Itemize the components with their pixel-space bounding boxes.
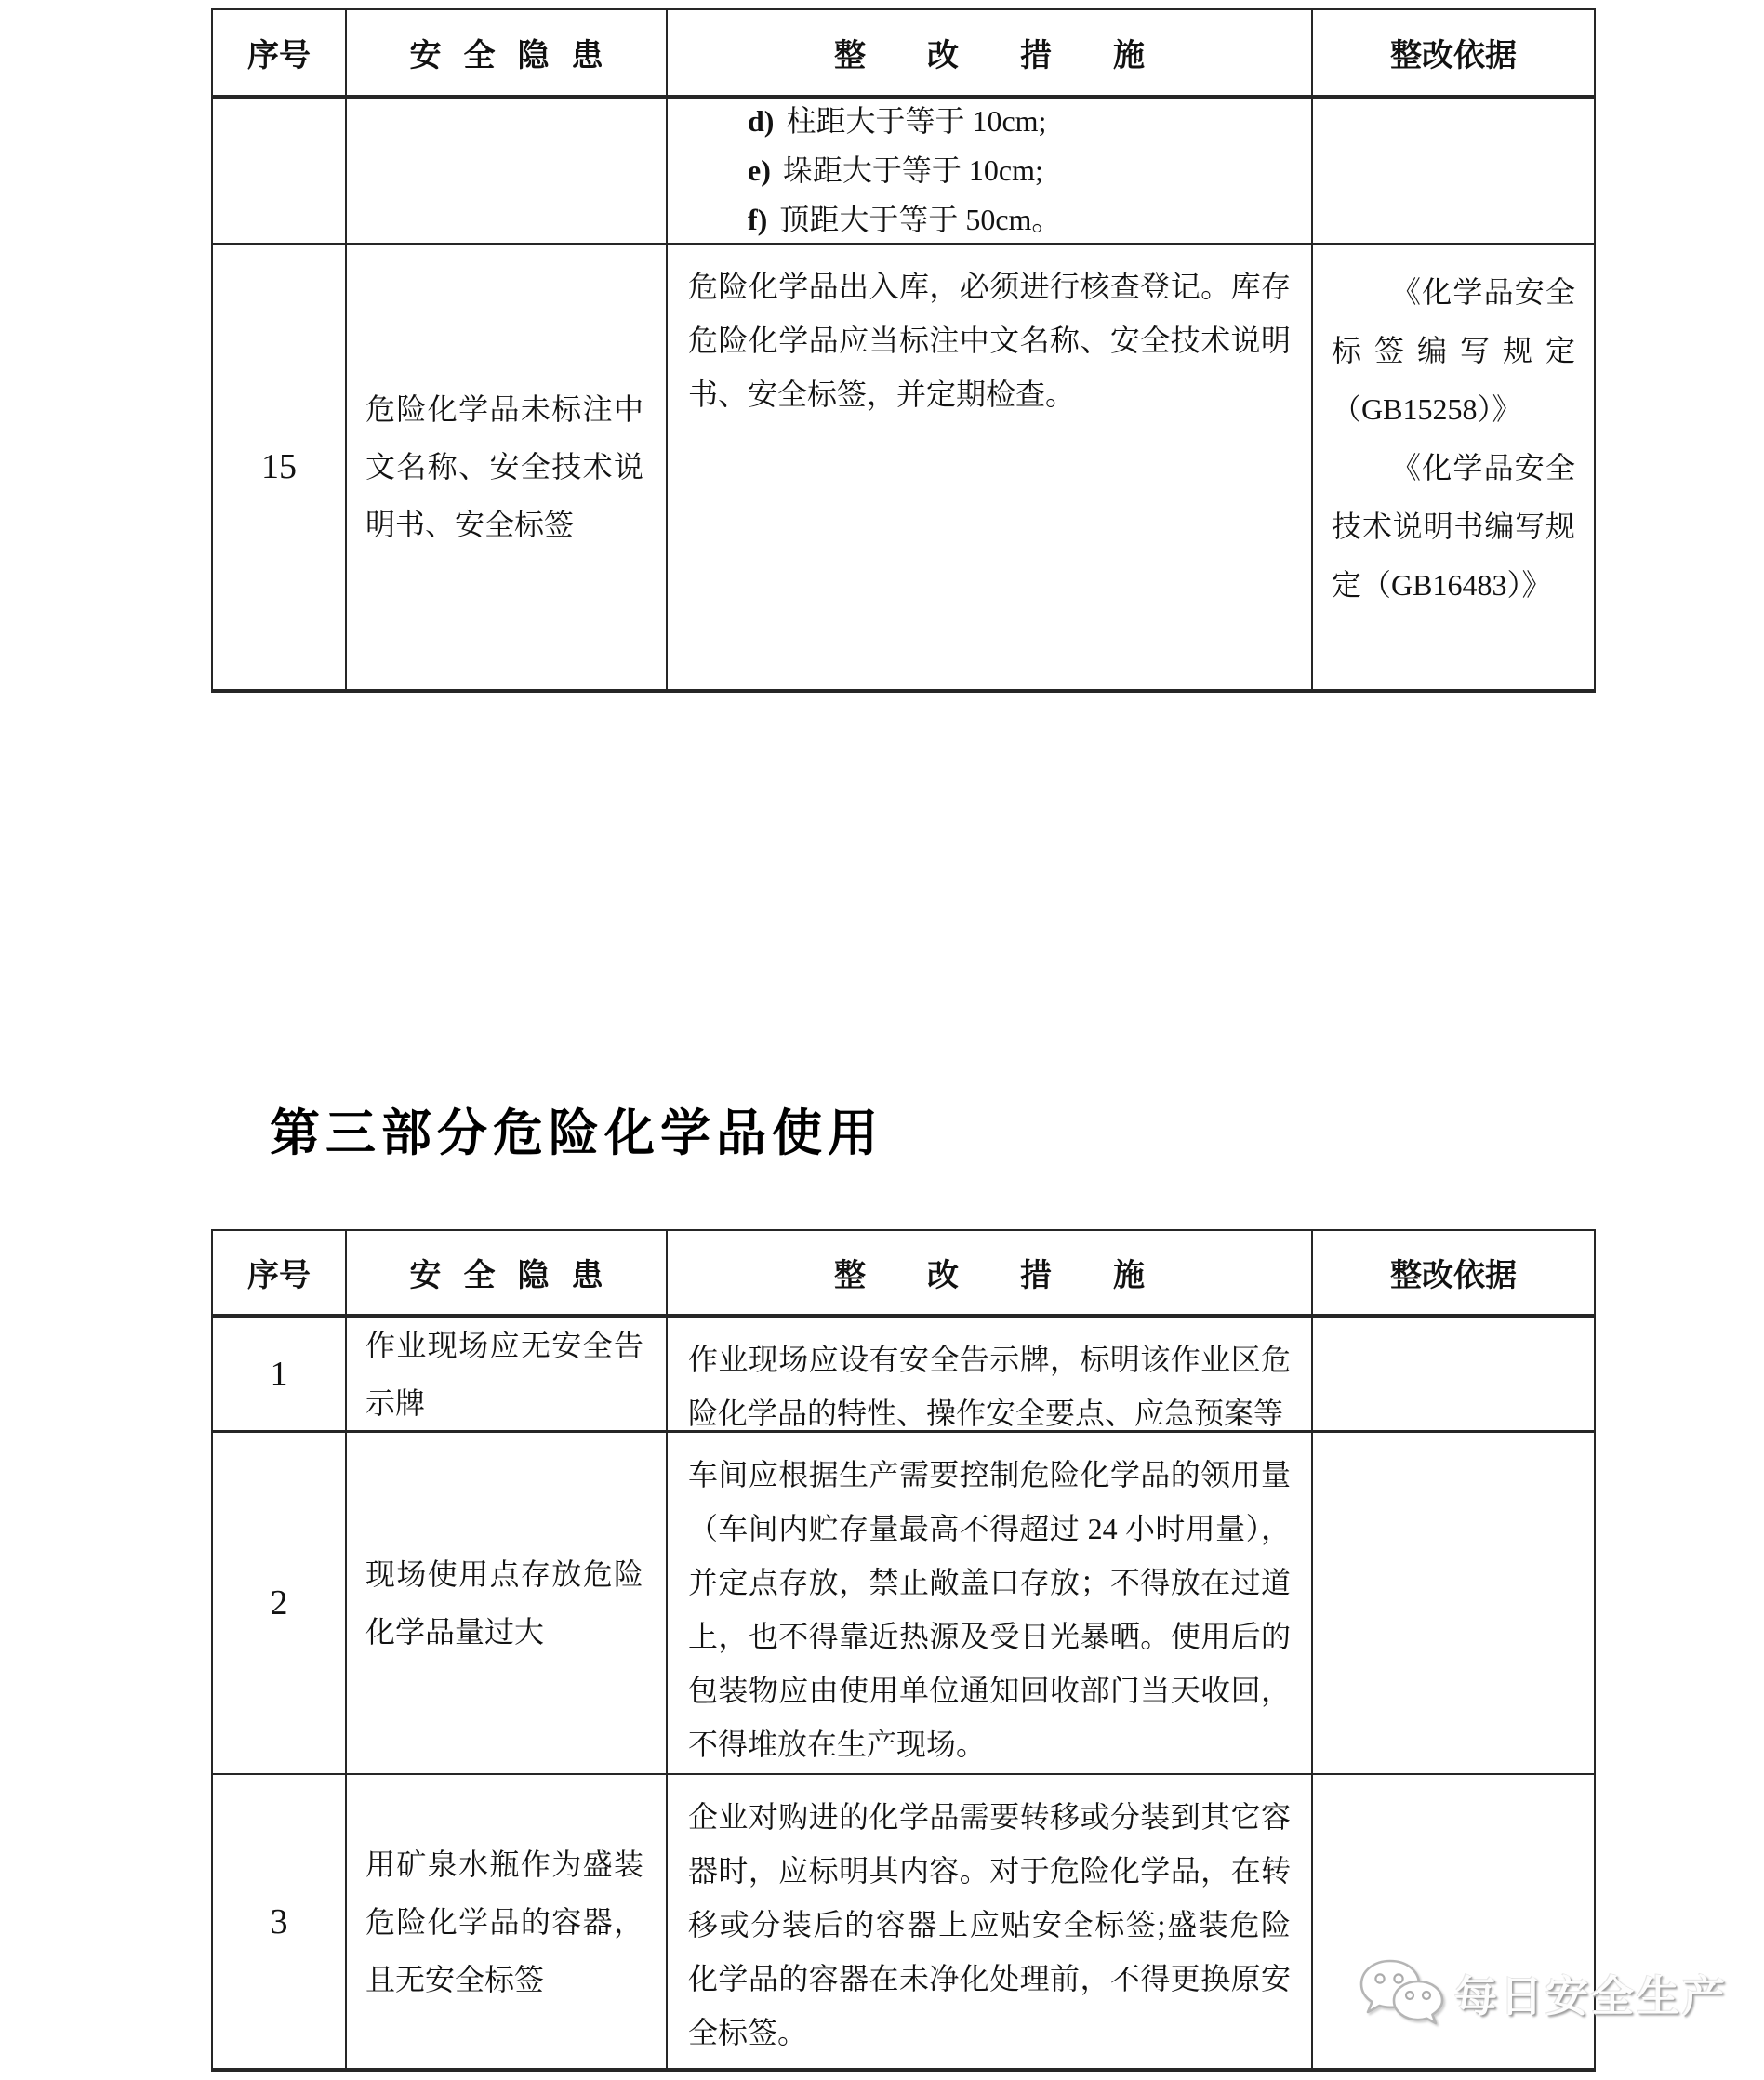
hazard-text: 危险化学品未标注中文名称、安全技术说明书、安全标签 [365, 392, 643, 541]
cell-measures [668, 1433, 1313, 1775]
list-item-label: f) [748, 203, 768, 236]
table-use [211, 1229, 1596, 2072]
cell-measures-list [668, 99, 1313, 245]
table1-header-hazard [347, 10, 668, 99]
cell-basis-empty [1313, 1433, 1594, 1775]
hazard-text: 用矿泉水瓶作为盛装危险化学品的容器，且无安全标签 [365, 1847, 643, 1996]
list-item-label: d) [748, 104, 775, 138]
list-item-text: 垛距大于等于 10cm; [782, 153, 1043, 187]
watermark [1356, 1956, 1728, 2031]
hazard-text: 作业现场应无安全告示牌 [365, 1328, 643, 1420]
table-storage [211, 8, 1596, 693]
measures-text: 作业现场应设有安全告示牌，标明该作业区危险化学品的特性、操作安全要点、应急预案等 [688, 1343, 1291, 1430]
cell-hazard [347, 1318, 668, 1433]
table2-header-hazard [347, 1231, 668, 1318]
list-item-text: 柱距大于等于 10cm; [786, 104, 1047, 138]
cell-seq [213, 245, 347, 689]
header-label: 安全隐患 [409, 39, 626, 73]
list-item [748, 195, 1311, 245]
cell-measures [668, 1775, 1313, 2068]
table1-header-measures [668, 10, 1313, 99]
measures-text: 危险化学品出入库，必须进行核查登记。库存危险化学品应当标注中文名称、安全技术说明书、安全标签，并定期检查。 [688, 270, 1291, 411]
measures-text: 车间应根据生产需要控制危险化学品的领用量（车间内贮存量最高不得超过 24 小时用量），并定点存放，禁止敞盖口存放；不得放在过道上，也不得靠近热源及受日光暴晒。使用后的包装物应由使用单位通知回收部门当天收回，不得堆放在生产现场。 [688, 1458, 1291, 1761]
wechat-icon [1356, 1956, 1445, 2031]
watermark-text: 每日安全生产 [1454, 1971, 1728, 2021]
header-label: 整改依据 [1390, 1259, 1517, 1293]
header-label: 安全隐患 [409, 1259, 626, 1293]
list-item [748, 99, 1311, 146]
cell-basis [1313, 245, 1594, 689]
section-heading: 第三部分危险化学品使用 [270, 1104, 883, 1162]
row-number: 15 [261, 447, 297, 486]
header-label: 序号 [247, 39, 311, 73]
cell-seq [213, 1775, 347, 2068]
cell-seq [213, 1318, 347, 1433]
list-item-label: e) [748, 153, 771, 187]
cell-hazard-empty [347, 99, 668, 245]
list-item [748, 146, 1311, 195]
header-label: 整改措施 [834, 39, 1206, 73]
cell-basis-empty [1313, 99, 1594, 245]
cell-seq [213, 1433, 347, 1775]
cell-measures [668, 1318, 1313, 1433]
row-number: 1 [270, 1354, 288, 1394]
basis-reference: 《化学品安全标签编写规定（GB15258）》 [1332, 275, 1575, 426]
table1-header-basis [1313, 10, 1594, 99]
table2-header-basis [1313, 1231, 1594, 1318]
table2-header-seq [213, 1231, 347, 1318]
cell-hazard [347, 1433, 668, 1775]
cell-hazard [347, 245, 668, 689]
basis-reference: 《化学品安全技术说明书编写规定（GB16483）》 [1332, 451, 1575, 602]
row-number: 2 [270, 1583, 288, 1623]
cell-seq-empty [213, 99, 347, 245]
list-item-text: 顶距大于等于 50cm。 [779, 203, 1062, 236]
measures-text: 企业对购进的化学品需要转移或分装到其它容器时，应标明其内容。对于危险化学品，在转移或分装后的容器上应贴安全标签;盛装危险化学品的容器在未净化处理前，不得更换原安全标签。 [688, 1800, 1291, 2049]
cell-measures [668, 245, 1313, 689]
header-label: 整改依据 [1390, 39, 1517, 73]
table1-header-seq [213, 10, 347, 99]
table2-header-measures [668, 1231, 1313, 1318]
row-number: 3 [270, 1901, 288, 1941]
hazard-text: 现场使用点存放危险化学品量过大 [365, 1557, 643, 1649]
cell-basis-empty [1313, 1318, 1594, 1433]
header-label: 序号 [247, 1259, 311, 1293]
header-label: 整改措施 [834, 1259, 1206, 1293]
cell-hazard [347, 1775, 668, 2068]
